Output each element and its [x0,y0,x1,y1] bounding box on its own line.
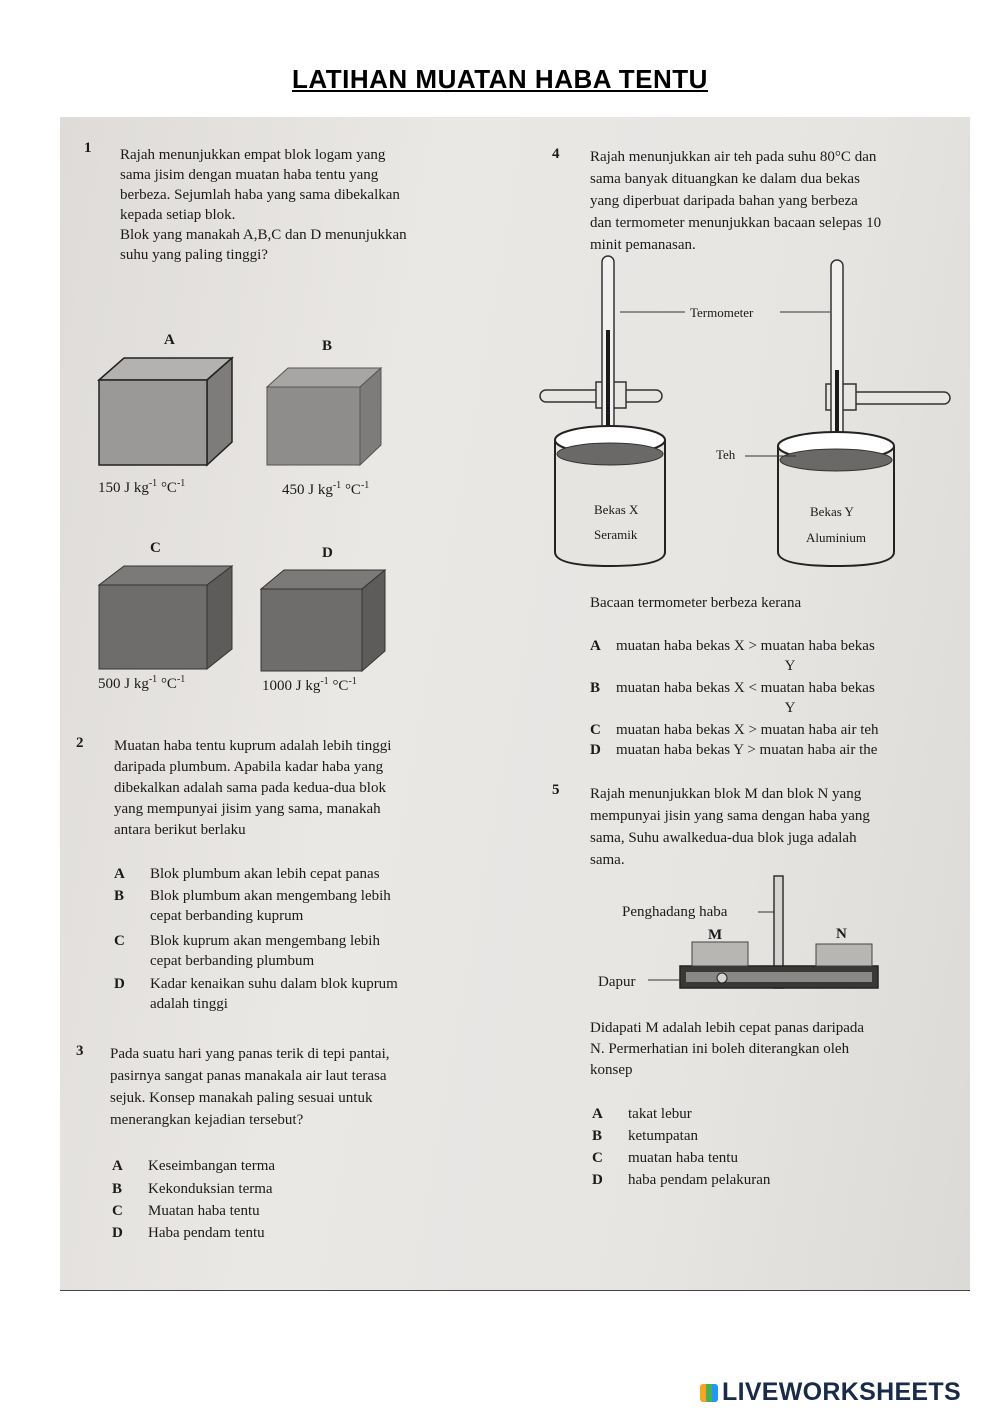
q5-stem-line: konsep [590,1062,633,1078]
q3-line: menerangkan kejadian tersebut? [110,1112,304,1128]
q4-line: minit pemanasan. [590,237,696,253]
q5-number: 5 [552,782,560,798]
q2-line: dibekalkan adalah sama pada kedua-dua blok [114,780,386,796]
q4-line: dan termometer menunjukkan bacaan selepas 10 [590,215,882,231]
q4-line: sama banyak dituangkan ke dalam dua bekas [590,171,860,187]
block-a-value: 150 J $kg^{-1}$ $^\circ C^{-1}$ [98,478,186,496]
q1-line: sama jisim dengan muatan haba tentu yang [120,167,379,183]
q4-option-a[interactable]: A muatan haba bekas X > muatan haba bekas Y [590,638,875,674]
block-c-cube [96,563,236,675]
container-y-label: Bekas Y [810,504,854,519]
q5-option-c[interactable]: C muatan haba tentu [592,1150,738,1166]
q5-stem-line: Didapati M adalah lebih cepat panas daripada [590,1020,865,1036]
q4-text [590,146,960,256]
q3-option-c[interactable]: C Muatan haba tentu [112,1203,260,1219]
block-b-label: B [322,338,333,354]
block-d-label: D [322,545,333,561]
q5-line: sama. [590,852,625,868]
q4-option-c[interactable]: C muatan haba bekas X > muatan haba air teh [590,722,879,738]
q5-text [590,783,960,871]
q2-line: yang mempunyai jisim yang sama, manakah [114,801,381,817]
q1-number: 1 [84,140,92,156]
block-d-value: 1000 J $kg^{-1}$ $^\circ C^{-1}$ [262,676,357,694]
block-a-cube [96,355,236,470]
q4-option-b[interactable]: B muatan haba bekas X < muatan haba bekas Y [590,680,875,716]
q2-option-d[interactable]: D Kadar kenaikan suhu dalam blok kuprum adalah tinggi [114,976,398,1012]
q4-number: 4 [552,146,560,162]
q5-line: Rajah menunjukkan blok M dan blok N yang [590,786,862,802]
q2-option-c[interactable]: C Blok kuprum akan mengembang lebih cepat berbanding plumbum [114,933,380,969]
block-b-cube [264,365,384,470]
q5-option-a[interactable]: A takat lebur [592,1106,692,1122]
block-d-cube [258,567,388,677]
q2-line: Muatan haba tentu kuprum adalah lebih tinggi [114,738,392,754]
tea-label: Teh [716,447,736,462]
q1-text [120,145,500,265]
stove-label: Dapur [598,974,636,990]
q5-stem-line: N. Permerhatian ini boleh diterangkan oleh [590,1041,850,1057]
container-x-material: Seramik [594,527,638,542]
q4-line: yang diperbuat daripada bahan yang berbeza [590,193,858,209]
block-c-value: 500 J $kg^{-1}$ $^\circ C^{-1}$ [98,674,186,692]
q3-line: sejuk. Konsep manakah paling sesuai untuk [110,1090,373,1106]
q5-line: sama, Suhu awalkedua-dua blok juga adalah [590,830,857,846]
logo-text: LIVEWORKSHEETS [722,1378,961,1406]
block-n-label: N [836,926,847,942]
q2-option-a[interactable]: A Blok plumbum akan lebih cepat panas [114,866,380,882]
q3-option-d[interactable]: D Haba pendam tentu [112,1225,265,1241]
container-x-label: Bekas X [594,502,639,517]
q5-stem [590,1018,960,1081]
q5-option-b[interactable]: B ketumpatan [592,1128,698,1144]
q4-stem: Bacaan termometer berbeza kerana [590,595,802,611]
q3-option-a[interactable]: A Keseimbangan terma [112,1158,276,1174]
q2-option-b[interactable]: B Blok plumbum akan mengembang lebih cepat berbanding kuprum [114,888,391,924]
q2-text [114,736,494,841]
q1-line: Blok yang manakah A,B,C dan D menunjukkan [120,227,407,243]
block-n [816,944,872,966]
block-b-value: 450 J $kg^{-1}$ $^\circ C^{-1}$ [282,480,370,498]
q5-line: mempunyai jisin yang sama dengan haba yang [590,808,870,824]
block-m [692,942,748,966]
logo-icon [700,1384,718,1402]
block-m-label: M [708,927,723,943]
q3-line: pasirnya sangat panas manakala air laut terasa [110,1068,387,1084]
q1-line: Rajah menunjukkan empat blok logam yang [120,147,386,163]
q3-option-b[interactable]: B Kekonduksian terma [112,1181,273,1197]
q1-line: berbeza. Sejumlah haba yang sama dibekalkan [120,187,400,203]
q3-line: Pada suatu hari yang panas terik di tepi pantai, [110,1046,390,1062]
liveworksheets-logo[interactable] [700,1378,961,1407]
q1-line: kepada setiap blok. [120,207,236,223]
container-y-material: Aluminium [806,530,866,545]
q2-line: antara berikut berlaku [114,822,246,838]
q4-line: Rajah menunjukkan air teh pada suhu 80°C dan [590,149,877,165]
q3-number: 3 [76,1043,84,1059]
q2-number: 2 [76,735,84,751]
block-a-label: A [164,332,175,348]
heat-barrier-label: Penghadang haba [622,904,728,920]
q4-option-d[interactable]: D muatan haba bekas Y > muatan haba air the [590,742,878,758]
q3-text [110,1043,500,1131]
q5-option-d[interactable]: D haba pendam pelakuran [592,1172,771,1188]
block-c-label: C [150,540,161,556]
page-title: LATIHAN MUATAN HABA TENTU [292,64,708,94]
thermometer-label: Termometer [690,305,754,320]
q2-line: daripada plumbum. Apabila kadar haba yang [114,759,384,775]
q1-line: suhu yang paling tinggi? [120,247,268,263]
divider [60,1290,970,1291]
stove-blocks-diagram [640,870,890,1000]
